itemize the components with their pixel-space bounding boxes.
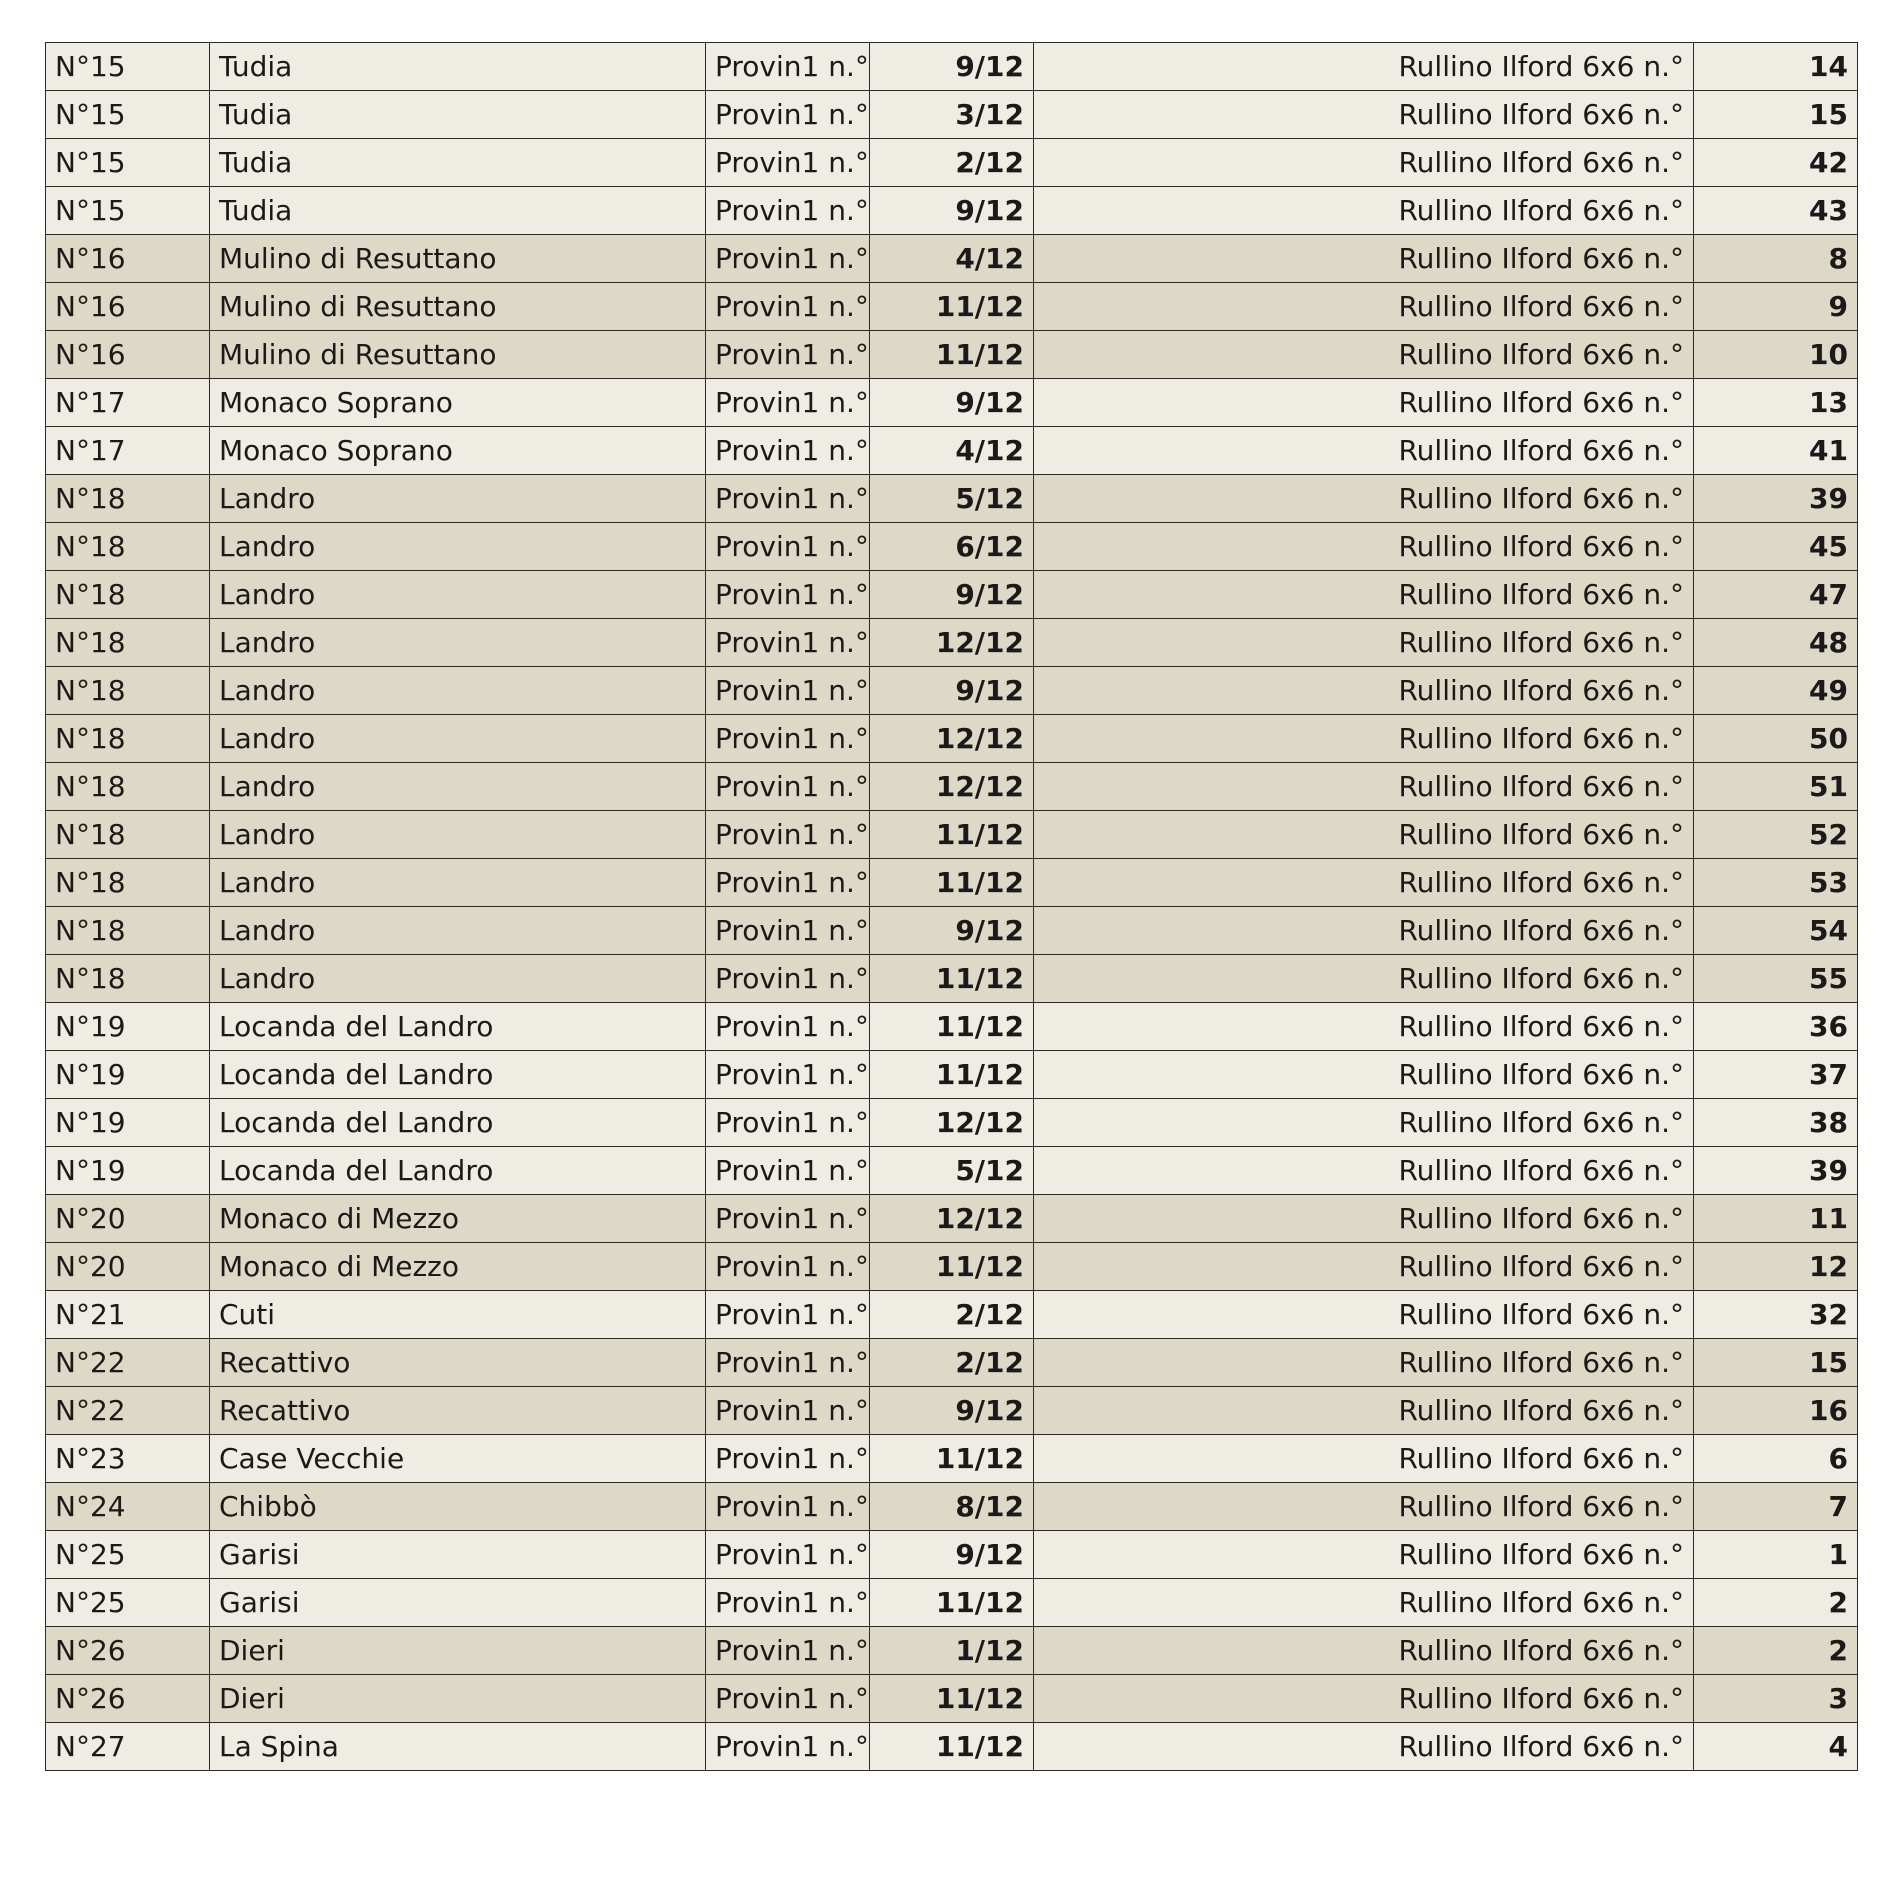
cell-rullino-label: Rullino Ilford 6x6 n.° xyxy=(1034,91,1694,139)
cell-provino-number: 1/12 xyxy=(870,1627,1034,1675)
cell-rullino-number: 55 xyxy=(1694,955,1858,1003)
cell-provino-label: Provin1 n.° xyxy=(706,1579,870,1627)
cell-place-name: Landro xyxy=(210,619,706,667)
cell-site-code: N°20 xyxy=(46,1243,210,1291)
cell-rullino-label: Rullino Ilford 6x6 n.° xyxy=(1034,667,1694,715)
cell-provino-label: Provin1 n.° xyxy=(706,1003,870,1051)
cell-provino-label: Provin1 n.° xyxy=(706,715,870,763)
table-row xyxy=(46,523,1858,571)
table-row xyxy=(46,1531,1858,1579)
table-row xyxy=(46,1723,1858,1771)
cell-site-code: N°18 xyxy=(46,763,210,811)
cell-rullino-number: 51 xyxy=(1694,763,1858,811)
cell-site-code: N°18 xyxy=(46,523,210,571)
cell-provino-label: Provin1 n.° xyxy=(706,475,870,523)
cell-place-name: Mulino di Resuttano xyxy=(210,235,706,283)
cell-provino-label: Provin1 n.° xyxy=(706,523,870,571)
table-row xyxy=(46,91,1858,139)
cell-site-code: N°18 xyxy=(46,811,210,859)
cell-place-name: Landro xyxy=(210,715,706,763)
cell-rullino-label: Rullino Ilford 6x6 n.° xyxy=(1034,331,1694,379)
cell-rullino-number: 54 xyxy=(1694,907,1858,955)
cell-place-name: Landro xyxy=(210,859,706,907)
cell-provino-number: 9/12 xyxy=(870,187,1034,235)
cell-provino-number: 11/12 xyxy=(870,1723,1034,1771)
cell-rullino-number: 47 xyxy=(1694,571,1858,619)
cell-site-code: N°18 xyxy=(46,571,210,619)
cell-site-code: N°26 xyxy=(46,1675,210,1723)
table-row xyxy=(46,811,1858,859)
cell-place-name: Monaco Soprano xyxy=(210,379,706,427)
cell-rullino-number: 14 xyxy=(1694,43,1858,91)
cell-provino-label: Provin1 n.° xyxy=(706,1675,870,1723)
cell-rullino-number: 52 xyxy=(1694,811,1858,859)
cell-provino-number: 9/12 xyxy=(870,379,1034,427)
table-row xyxy=(46,1387,1858,1435)
cell-provino-number: 11/12 xyxy=(870,283,1034,331)
table-row xyxy=(46,1627,1858,1675)
cell-rullino-label: Rullino Ilford 6x6 n.° xyxy=(1034,1483,1694,1531)
cell-site-code: N°21 xyxy=(46,1291,210,1339)
cell-place-name: Garisi xyxy=(210,1531,706,1579)
cell-rullino-number: 36 xyxy=(1694,1003,1858,1051)
cell-place-name: Tudia xyxy=(210,91,706,139)
cell-provino-number: 4/12 xyxy=(870,427,1034,475)
cell-provino-number: 9/12 xyxy=(870,907,1034,955)
table-row xyxy=(46,715,1858,763)
cell-rullino-label: Rullino Ilford 6x6 n.° xyxy=(1034,1243,1694,1291)
cell-site-code: N°25 xyxy=(46,1531,210,1579)
table-row xyxy=(46,187,1858,235)
cell-rullino-label: Rullino Ilford 6x6 n.° xyxy=(1034,1147,1694,1195)
cell-provino-label: Provin1 n.° xyxy=(706,235,870,283)
table-row xyxy=(46,1243,1858,1291)
cell-provino-label: Provin1 n.° xyxy=(706,187,870,235)
cell-rullino-label: Rullino Ilford 6x6 n.° xyxy=(1034,1195,1694,1243)
table-row xyxy=(46,1099,1858,1147)
cell-provino-label: Provin1 n.° xyxy=(706,1195,870,1243)
table-row xyxy=(46,763,1858,811)
cell-provino-number: 2/12 xyxy=(870,1339,1034,1387)
cell-rullino-number: 15 xyxy=(1694,1339,1858,1387)
cell-site-code: N°23 xyxy=(46,1435,210,1483)
cell-provino-number: 12/12 xyxy=(870,619,1034,667)
cell-place-name: Locanda del Landro xyxy=(210,1099,706,1147)
table-row xyxy=(46,1339,1858,1387)
cell-site-code: N°17 xyxy=(46,379,210,427)
cell-place-name: Monaco Soprano xyxy=(210,427,706,475)
cell-rullino-number: 13 xyxy=(1694,379,1858,427)
table-row xyxy=(46,379,1858,427)
cell-provino-label: Provin1 n.° xyxy=(706,1435,870,1483)
cell-provino-label: Provin1 n.° xyxy=(706,1051,870,1099)
cell-rullino-label: Rullino Ilford 6x6 n.° xyxy=(1034,187,1694,235)
cell-provino-number: 2/12 xyxy=(870,1291,1034,1339)
cell-rullino-label: Rullino Ilford 6x6 n.° xyxy=(1034,1675,1694,1723)
cell-place-name: Locanda del Landro xyxy=(210,1147,706,1195)
photo-archive-table xyxy=(45,42,1858,1771)
cell-provino-label: Provin1 n.° xyxy=(706,1483,870,1531)
table-row xyxy=(46,1003,1858,1051)
cell-provino-number: 12/12 xyxy=(870,1099,1034,1147)
cell-rullino-number: 16 xyxy=(1694,1387,1858,1435)
cell-provino-number: 6/12 xyxy=(870,523,1034,571)
cell-place-name: Garisi xyxy=(210,1579,706,1627)
cell-rullino-label: Rullino Ilford 6x6 n.° xyxy=(1034,1627,1694,1675)
cell-provino-label: Provin1 n.° xyxy=(706,427,870,475)
cell-rullino-number: 48 xyxy=(1694,619,1858,667)
cell-rullino-number: 9 xyxy=(1694,283,1858,331)
cell-place-name: Monaco di Mezzo xyxy=(210,1195,706,1243)
cell-provino-number: 11/12 xyxy=(870,955,1034,1003)
cell-site-code: N°22 xyxy=(46,1339,210,1387)
cell-rullino-number: 42 xyxy=(1694,139,1858,187)
cell-provino-label: Provin1 n.° xyxy=(706,139,870,187)
cell-site-code: N°15 xyxy=(46,91,210,139)
cell-place-name: Recattivo xyxy=(210,1387,706,1435)
cell-provino-label: Provin1 n.° xyxy=(706,1339,870,1387)
table-row xyxy=(46,475,1858,523)
table-row xyxy=(46,331,1858,379)
cell-rullino-number: 12 xyxy=(1694,1243,1858,1291)
cell-rullino-label: Rullino Ilford 6x6 n.° xyxy=(1034,283,1694,331)
table-row xyxy=(46,1675,1858,1723)
cell-rullino-number: 38 xyxy=(1694,1099,1858,1147)
cell-place-name: Dieri xyxy=(210,1675,706,1723)
cell-provino-number: 9/12 xyxy=(870,43,1034,91)
cell-provino-number: 9/12 xyxy=(870,571,1034,619)
table-body xyxy=(46,43,1858,1771)
table-row xyxy=(46,139,1858,187)
cell-provino-label: Provin1 n.° xyxy=(706,43,870,91)
table-row xyxy=(46,571,1858,619)
cell-place-name: Landro xyxy=(210,811,706,859)
cell-provino-number: 5/12 xyxy=(870,475,1034,523)
cell-site-code: N°15 xyxy=(46,43,210,91)
cell-rullino-label: Rullino Ilford 6x6 n.° xyxy=(1034,1723,1694,1771)
cell-rullino-label: Rullino Ilford 6x6 n.° xyxy=(1034,571,1694,619)
cell-rullino-label: Rullino Ilford 6x6 n.° xyxy=(1034,1579,1694,1627)
cell-provino-number: 11/12 xyxy=(870,1003,1034,1051)
cell-site-code: N°22 xyxy=(46,1387,210,1435)
table-row xyxy=(46,1195,1858,1243)
cell-rullino-number: 3 xyxy=(1694,1675,1858,1723)
cell-place-name: Cuti xyxy=(210,1291,706,1339)
cell-site-code: N°19 xyxy=(46,1147,210,1195)
cell-rullino-label: Rullino Ilford 6x6 n.° xyxy=(1034,1291,1694,1339)
cell-rullino-label: Rullino Ilford 6x6 n.° xyxy=(1034,523,1694,571)
cell-provino-label: Provin1 n.° xyxy=(706,379,870,427)
cell-rullino-number: 2 xyxy=(1694,1627,1858,1675)
cell-provino-number: 12/12 xyxy=(870,763,1034,811)
table-row xyxy=(46,907,1858,955)
cell-site-code: N°19 xyxy=(46,1003,210,1051)
cell-rullino-label: Rullino Ilford 6x6 n.° xyxy=(1034,475,1694,523)
cell-provino-label: Provin1 n.° xyxy=(706,955,870,1003)
cell-place-name: Landro xyxy=(210,763,706,811)
cell-provino-number: 3/12 xyxy=(870,91,1034,139)
cell-provino-number: 9/12 xyxy=(870,1387,1034,1435)
cell-rullino-label: Rullino Ilford 6x6 n.° xyxy=(1034,427,1694,475)
cell-site-code: N°18 xyxy=(46,907,210,955)
cell-place-name: Locanda del Landro xyxy=(210,1003,706,1051)
cell-place-name: Landro xyxy=(210,907,706,955)
cell-place-name: Tudia xyxy=(210,139,706,187)
table-row xyxy=(46,955,1858,1003)
cell-provino-number: 11/12 xyxy=(870,859,1034,907)
cell-rullino-number: 39 xyxy=(1694,1147,1858,1195)
table-row xyxy=(46,1579,1858,1627)
table-row xyxy=(46,859,1858,907)
cell-rullino-label: Rullino Ilford 6x6 n.° xyxy=(1034,1339,1694,1387)
cell-site-code: N°18 xyxy=(46,619,210,667)
cell-rullino-number: 4 xyxy=(1694,1723,1858,1771)
cell-rullino-number: 50 xyxy=(1694,715,1858,763)
cell-site-code: N°24 xyxy=(46,1483,210,1531)
cell-site-code: N°15 xyxy=(46,187,210,235)
cell-rullino-label: Rullino Ilford 6x6 n.° xyxy=(1034,1531,1694,1579)
cell-place-name: Landro xyxy=(210,571,706,619)
cell-provino-label: Provin1 n.° xyxy=(706,1723,870,1771)
cell-place-name: Tudia xyxy=(210,187,706,235)
cell-provino-number: 11/12 xyxy=(870,1051,1034,1099)
cell-site-code: N°26 xyxy=(46,1627,210,1675)
cell-site-code: N°16 xyxy=(46,235,210,283)
cell-provino-number: 8/12 xyxy=(870,1483,1034,1531)
table-row xyxy=(46,427,1858,475)
cell-provino-number: 4/12 xyxy=(870,235,1034,283)
cell-rullino-label: Rullino Ilford 6x6 n.° xyxy=(1034,379,1694,427)
cell-site-code: N°18 xyxy=(46,955,210,1003)
cell-rullino-number: 7 xyxy=(1694,1483,1858,1531)
cell-provino-label: Provin1 n.° xyxy=(706,1243,870,1291)
table-row xyxy=(46,1051,1858,1099)
cell-rullino-number: 39 xyxy=(1694,475,1858,523)
table-row xyxy=(46,43,1858,91)
cell-rullino-number: 49 xyxy=(1694,667,1858,715)
cell-provino-label: Provin1 n.° xyxy=(706,859,870,907)
cell-rullino-label: Rullino Ilford 6x6 n.° xyxy=(1034,955,1694,1003)
table-row xyxy=(46,283,1858,331)
cell-site-code: N°16 xyxy=(46,283,210,331)
cell-rullino-label: Rullino Ilford 6x6 n.° xyxy=(1034,1435,1694,1483)
cell-site-code: N°18 xyxy=(46,475,210,523)
cell-provino-label: Provin1 n.° xyxy=(706,811,870,859)
cell-rullino-number: 37 xyxy=(1694,1051,1858,1099)
cell-place-name: Landro xyxy=(210,955,706,1003)
cell-rullino-label: Rullino Ilford 6x6 n.° xyxy=(1034,139,1694,187)
cell-provino-label: Provin1 n.° xyxy=(706,763,870,811)
cell-place-name: Tudia xyxy=(210,43,706,91)
cell-place-name: La Spina xyxy=(210,1723,706,1771)
cell-site-code: N°19 xyxy=(46,1051,210,1099)
cell-rullino-label: Rullino Ilford 6x6 n.° xyxy=(1034,859,1694,907)
cell-site-code: N°15 xyxy=(46,139,210,187)
cell-rullino-number: 41 xyxy=(1694,427,1858,475)
cell-provino-number: 12/12 xyxy=(870,715,1034,763)
cell-rullino-label: Rullino Ilford 6x6 n.° xyxy=(1034,811,1694,859)
cell-place-name: Recattivo xyxy=(210,1339,706,1387)
cell-provino-label: Provin1 n.° xyxy=(706,619,870,667)
cell-provino-number: 12/12 xyxy=(870,1195,1034,1243)
cell-rullino-number: 43 xyxy=(1694,187,1858,235)
cell-site-code: N°17 xyxy=(46,427,210,475)
cell-place-name: Mulino di Resuttano xyxy=(210,331,706,379)
table-row xyxy=(46,1483,1858,1531)
cell-provino-label: Provin1 n.° xyxy=(706,1291,870,1339)
cell-rullino-label: Rullino Ilford 6x6 n.° xyxy=(1034,619,1694,667)
cell-place-name: Dieri xyxy=(210,1627,706,1675)
cell-provino-number: 11/12 xyxy=(870,1435,1034,1483)
cell-site-code: N°16 xyxy=(46,331,210,379)
cell-place-name: Case Vecchie xyxy=(210,1435,706,1483)
cell-site-code: N°20 xyxy=(46,1195,210,1243)
table-row xyxy=(46,619,1858,667)
cell-rullino-label: Rullino Ilford 6x6 n.° xyxy=(1034,715,1694,763)
cell-provino-number: 11/12 xyxy=(870,1243,1034,1291)
cell-rullino-number: 2 xyxy=(1694,1579,1858,1627)
cell-rullino-number: 6 xyxy=(1694,1435,1858,1483)
cell-site-code: N°27 xyxy=(46,1723,210,1771)
cell-rullino-label: Rullino Ilford 6x6 n.° xyxy=(1034,1003,1694,1051)
cell-place-name: Monaco di Mezzo xyxy=(210,1243,706,1291)
cell-provino-label: Provin1 n.° xyxy=(706,571,870,619)
cell-provino-label: Provin1 n.° xyxy=(706,1627,870,1675)
cell-rullino-label: Rullino Ilford 6x6 n.° xyxy=(1034,1387,1694,1435)
cell-provino-label: Provin1 n.° xyxy=(706,1147,870,1195)
cell-provino-label: Provin1 n.° xyxy=(706,283,870,331)
cell-provino-label: Provin1 n.° xyxy=(706,91,870,139)
table-row xyxy=(46,1147,1858,1195)
cell-rullino-number: 1 xyxy=(1694,1531,1858,1579)
cell-rullino-label: Rullino Ilford 6x6 n.° xyxy=(1034,1051,1694,1099)
cell-provino-number: 5/12 xyxy=(870,1147,1034,1195)
cell-provino-label: Provin1 n.° xyxy=(706,1531,870,1579)
cell-provino-label: Provin1 n.° xyxy=(706,667,870,715)
table-row xyxy=(46,235,1858,283)
cell-place-name: Landro xyxy=(210,475,706,523)
cell-site-code: N°18 xyxy=(46,667,210,715)
table-row xyxy=(46,1435,1858,1483)
cell-rullino-label: Rullino Ilford 6x6 n.° xyxy=(1034,763,1694,811)
cell-provino-label: Provin1 n.° xyxy=(706,907,870,955)
cell-site-code: N°18 xyxy=(46,859,210,907)
cell-rullino-number: 11 xyxy=(1694,1195,1858,1243)
cell-provino-number: 11/12 xyxy=(870,1675,1034,1723)
cell-provino-number: 11/12 xyxy=(870,811,1034,859)
cell-rullino-label: Rullino Ilford 6x6 n.° xyxy=(1034,43,1694,91)
cell-place-name: Locanda del Landro xyxy=(210,1051,706,1099)
cell-provino-label: Provin1 n.° xyxy=(706,1099,870,1147)
cell-provino-number: 9/12 xyxy=(870,667,1034,715)
cell-site-code: N°19 xyxy=(46,1099,210,1147)
cell-rullino-number: 45 xyxy=(1694,523,1858,571)
table-row xyxy=(46,1291,1858,1339)
cell-provino-label: Provin1 n.° xyxy=(706,331,870,379)
table-row xyxy=(46,667,1858,715)
cell-place-name: Chibbò xyxy=(210,1483,706,1531)
cell-provino-number: 2/12 xyxy=(870,139,1034,187)
cell-site-code: N°25 xyxy=(46,1579,210,1627)
cell-rullino-number: 15 xyxy=(1694,91,1858,139)
cell-site-code: N°18 xyxy=(46,715,210,763)
cell-place-name: Landro xyxy=(210,667,706,715)
cell-provino-number: 9/12 xyxy=(870,1531,1034,1579)
cell-rullino-label: Rullino Ilford 6x6 n.° xyxy=(1034,235,1694,283)
cell-provino-number: 11/12 xyxy=(870,1579,1034,1627)
cell-provino-number: 11/12 xyxy=(870,331,1034,379)
cell-place-name: Mulino di Resuttano xyxy=(210,283,706,331)
cell-rullino-label: Rullino Ilford 6x6 n.° xyxy=(1034,907,1694,955)
cell-rullino-number: 53 xyxy=(1694,859,1858,907)
cell-rullino-number: 10 xyxy=(1694,331,1858,379)
cell-rullino-number: 8 xyxy=(1694,235,1858,283)
cell-provino-label: Provin1 n.° xyxy=(706,1387,870,1435)
cell-rullino-number: 32 xyxy=(1694,1291,1858,1339)
cell-place-name: Landro xyxy=(210,523,706,571)
cell-rullino-label: Rullino Ilford 6x6 n.° xyxy=(1034,1099,1694,1147)
